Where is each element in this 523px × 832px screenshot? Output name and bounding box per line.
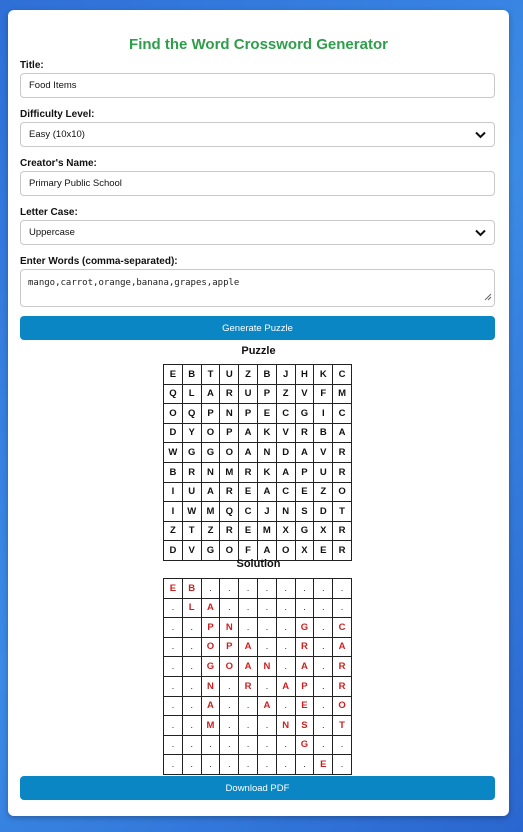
puzzle-cell: R (333, 541, 352, 561)
solution-cell: R (295, 637, 314, 657)
puzzle-cell: K (257, 423, 276, 443)
letter-case-select[interactable] (20, 220, 495, 245)
solution-cell: . (164, 598, 183, 618)
solution-cell: . (220, 735, 239, 755)
puzzle-cell: D (164, 541, 183, 561)
solution-cell: . (182, 676, 201, 696)
letter-case-label: Letter Case: (20, 207, 78, 218)
puzzle-cell: Z (164, 521, 183, 541)
solution-cell: . (220, 579, 239, 599)
puzzle-cell: J (257, 502, 276, 522)
puzzle-cell: P (257, 384, 276, 404)
solution-cell: . (276, 598, 295, 618)
solution-cell: . (276, 755, 295, 775)
solution-cell: . (314, 579, 333, 599)
solution-cell: A (257, 696, 276, 716)
puzzle-row (164, 462, 352, 482)
puzzle-cell: Z (314, 482, 333, 502)
puzzle-cell: C (239, 502, 258, 522)
puzzle-cell: L (182, 384, 201, 404)
puzzle-cell: I (164, 502, 183, 522)
solution-cell: . (257, 735, 276, 755)
solution-cell: . (314, 676, 333, 696)
puzzle-cell: I (314, 404, 333, 424)
puzzle-cell: A (295, 443, 314, 463)
puzzle-cell: P (239, 404, 258, 424)
solution-cell: . (201, 735, 220, 755)
solution-cell: . (276, 579, 295, 599)
solution-cell: . (314, 696, 333, 716)
puzzle-cell: E (295, 482, 314, 502)
puzzle-row (164, 502, 352, 522)
solution-cell: . (314, 637, 333, 657)
solution-cell: . (295, 579, 314, 599)
puzzle-cell: Z (276, 384, 295, 404)
puzzle-cell: K (314, 365, 333, 385)
solution-row (164, 755, 352, 775)
solution-cell: . (257, 637, 276, 657)
puzzle-cell: W (182, 502, 201, 522)
solution-cell: . (257, 579, 276, 599)
solution-cell: A (333, 637, 352, 657)
solution-cell: G (201, 657, 220, 677)
solution-cell: . (164, 735, 183, 755)
difficulty-label: Difficulty Level: (20, 109, 95, 120)
solution-cell: . (220, 598, 239, 618)
solution-cell: . (276, 618, 295, 638)
puzzle-cell: N (201, 462, 220, 482)
puzzle-cell: O (164, 404, 183, 424)
puzzle-cell: E (257, 404, 276, 424)
solution-cell: T (333, 716, 352, 736)
puzzle-cell: X (295, 541, 314, 561)
solution-cell: O (220, 657, 239, 677)
puzzle-cell: R (239, 462, 258, 482)
puzzle-cell: G (295, 404, 314, 424)
puzzle-cell: E (239, 521, 258, 541)
solution-cell: S (295, 716, 314, 736)
letter-case-select-value: Uppercase (29, 227, 75, 238)
puzzle-row (164, 521, 352, 541)
puzzle-cell: R (333, 521, 352, 541)
puzzle-cell: A (239, 443, 258, 463)
solution-cell: G (295, 618, 314, 638)
solution-cell: . (239, 598, 258, 618)
solution-cell: A (239, 657, 258, 677)
chevron-down-icon (475, 229, 486, 237)
puzzle-cell: T (182, 521, 201, 541)
solution-row (164, 579, 352, 599)
solution-cell: R (239, 676, 258, 696)
solution-cell: . (220, 676, 239, 696)
puzzle-cell: R (220, 482, 239, 502)
solution-heading: Solution (236, 558, 281, 570)
puzzle-cell: B (257, 365, 276, 385)
solution-cell: C (333, 618, 352, 638)
puzzle-cell: C (333, 404, 352, 424)
puzzle-cell: W (164, 443, 183, 463)
generate-puzzle-button[interactable]: Generate Puzzle (20, 316, 495, 340)
puzzle-cell: N (257, 443, 276, 463)
puzzle-cell: U (220, 365, 239, 385)
puzzle-cell: Y (182, 423, 201, 443)
solution-cell: . (164, 696, 183, 716)
puzzle-cell: R (333, 462, 352, 482)
puzzle-cell: A (276, 462, 295, 482)
solution-cell: . (164, 618, 183, 638)
puzzle-cell: M (220, 462, 239, 482)
solution-cell: . (201, 579, 220, 599)
puzzle-cell: V (182, 541, 201, 561)
puzzle-cell: Q (220, 502, 239, 522)
solution-cell: . (182, 755, 201, 775)
solution-cell: A (201, 598, 220, 618)
solution-row (164, 618, 352, 638)
puzzle-cell: M (257, 521, 276, 541)
puzzle-cell: O (220, 541, 239, 561)
solution-cell: A (276, 676, 295, 696)
solution-cell: E (164, 579, 183, 599)
puzzle-cell: M (333, 384, 352, 404)
puzzle-cell: G (201, 541, 220, 561)
solution-cell: . (295, 755, 314, 775)
solution-grid (163, 578, 352, 775)
solution-cell: . (182, 657, 201, 677)
creator-input[interactable] (20, 171, 495, 196)
words-textarea[interactable] (20, 269, 495, 307)
solution-row (164, 637, 352, 657)
solution-cell: . (220, 755, 239, 775)
solution-cell: . (239, 696, 258, 716)
solution-cell: . (314, 657, 333, 677)
puzzle-cell: X (276, 521, 295, 541)
puzzle-cell: V (276, 423, 295, 443)
solution-cell: . (257, 598, 276, 618)
puzzle-cell: B (314, 423, 333, 443)
puzzle-cell: S (295, 502, 314, 522)
solution-cell: . (333, 598, 352, 618)
puzzle-row (164, 482, 352, 502)
solution-cell: L (182, 598, 201, 618)
solution-cell: O (333, 696, 352, 716)
puzzle-cell: Z (201, 521, 220, 541)
puzzle-cell: M (201, 502, 220, 522)
solution-cell: N (276, 716, 295, 736)
solution-cell: P (295, 676, 314, 696)
puzzle-cell: R (182, 462, 201, 482)
puzzle-cell: U (239, 384, 258, 404)
puzzle-cell: Z (239, 365, 258, 385)
solution-cell: . (220, 696, 239, 716)
puzzle-cell: G (201, 443, 220, 463)
puzzle-row (164, 384, 352, 404)
puzzle-cell: A (257, 482, 276, 502)
puzzle-cell: O (276, 541, 295, 561)
solution-cell: . (276, 657, 295, 677)
solution-cell: A (295, 657, 314, 677)
solution-row (164, 696, 352, 716)
puzzle-cell: P (295, 462, 314, 482)
solution-cell: E (314, 755, 333, 775)
difficulty-select-value: Easy (10x10) (29, 129, 85, 140)
puzzle-cell: Q (164, 384, 183, 404)
solution-cell: . (333, 735, 352, 755)
solution-cell: . (239, 755, 258, 775)
puzzle-cell: C (333, 365, 352, 385)
solution-row (164, 657, 352, 677)
puzzle-cell: T (201, 365, 220, 385)
solution-cell: N (220, 618, 239, 638)
solution-cell: . (257, 618, 276, 638)
solution-cell: . (220, 716, 239, 736)
puzzle-cell: E (164, 365, 183, 385)
puzzle-cell: E (314, 541, 333, 561)
solution-cell: . (164, 657, 183, 677)
solution-cell: . (333, 579, 352, 599)
puzzle-cell: J (276, 365, 295, 385)
chevron-down-icon (475, 131, 486, 139)
download-pdf-button[interactable]: Download PDF (20, 776, 495, 800)
puzzle-cell: O (333, 482, 352, 502)
solution-cell: B (182, 579, 201, 599)
puzzle-cell: N (220, 404, 239, 424)
solution-cell: . (276, 735, 295, 755)
title-input[interactable] (20, 73, 495, 98)
puzzle-cell: K (257, 462, 276, 482)
solution-cell: . (182, 696, 201, 716)
title-input-value: Food Items (29, 80, 77, 91)
puzzle-cell: A (201, 384, 220, 404)
solution-cell: . (182, 618, 201, 638)
puzzle-cell: B (164, 462, 183, 482)
words-label: Enter Words (comma-separated): (20, 256, 178, 267)
solution-cell: . (182, 735, 201, 755)
puzzle-cell: Q (182, 404, 201, 424)
puzzle-row (164, 443, 352, 463)
puzzle-row (164, 365, 352, 385)
puzzle-cell: D (164, 423, 183, 443)
solution-cell: G (295, 735, 314, 755)
puzzle-row (164, 423, 352, 443)
puzzle-cell: V (295, 384, 314, 404)
solution-cell: . (257, 716, 276, 736)
solution-cell: R (333, 676, 352, 696)
solution-row (164, 598, 352, 618)
puzzle-cell: R (220, 384, 239, 404)
puzzle-cell: X (314, 521, 333, 541)
solution-cell: . (239, 618, 258, 638)
page-title: Find the Word Crossword Generator (129, 36, 388, 53)
puzzle-cell: U (182, 482, 201, 502)
puzzle-cell: D (314, 502, 333, 522)
resize-handle-icon[interactable] (484, 293, 492, 304)
solution-cell: . (182, 716, 201, 736)
solution-cell: N (257, 657, 276, 677)
puzzle-cell: N (276, 502, 295, 522)
solution-cell: . (239, 716, 258, 736)
solution-cell: . (276, 637, 295, 657)
difficulty-select[interactable] (20, 122, 495, 147)
solution-cell: . (164, 637, 183, 657)
puzzle-cell: D (276, 443, 295, 463)
puzzle-cell: A (239, 423, 258, 443)
puzzle-cell: B (182, 365, 201, 385)
puzzle-cell: O (220, 443, 239, 463)
puzzle-heading: Puzzle (241, 345, 276, 357)
solution-cell: O (201, 637, 220, 657)
creator-input-value: Primary Public School (29, 178, 122, 189)
solution-cell: . (201, 755, 220, 775)
solution-cell: . (314, 716, 333, 736)
puzzle-cell: R (295, 423, 314, 443)
puzzle-cell: C (276, 404, 295, 424)
puzzle-cell: A (333, 423, 352, 443)
puzzle-cell: R (333, 443, 352, 463)
solution-cell: . (257, 676, 276, 696)
solution-cell: . (276, 696, 295, 716)
puzzle-cell: U (314, 462, 333, 482)
puzzle-cell: A (201, 482, 220, 502)
puzzle-cell: I (164, 482, 183, 502)
solution-cell: R (333, 657, 352, 677)
puzzle-cell: E (239, 482, 258, 502)
solution-row (164, 716, 352, 736)
solution-cell: . (333, 755, 352, 775)
solution-cell: . (314, 598, 333, 618)
puzzle-cell: F (239, 541, 258, 561)
words-textarea-value: mango,carrot,orange,banana,grapes,apple (28, 278, 240, 288)
creator-label: Creator's Name: (20, 158, 97, 169)
puzzle-cell: T (333, 502, 352, 522)
solution-cell: . (295, 598, 314, 618)
solution-cell: A (201, 696, 220, 716)
puzzle-cell: P (201, 404, 220, 424)
solution-cell: . (239, 579, 258, 599)
puzzle-cell: H (295, 365, 314, 385)
puzzle-cell: A (257, 541, 276, 561)
solution-cell: . (164, 716, 183, 736)
solution-cell: . (164, 755, 183, 775)
solution-cell: . (239, 735, 258, 755)
puzzle-cell: C (276, 482, 295, 502)
solution-row (164, 735, 352, 755)
puzzle-cell: O (201, 423, 220, 443)
solution-cell: . (182, 637, 201, 657)
puzzle-cell: R (220, 521, 239, 541)
solution-cell: M (201, 716, 220, 736)
solution-row (164, 676, 352, 696)
solution-cell: A (239, 637, 258, 657)
solution-cell: P (220, 637, 239, 657)
puzzle-cell: P (220, 423, 239, 443)
puzzle-cell: F (314, 384, 333, 404)
solution-cell: P (201, 618, 220, 638)
puzzle-cell: G (295, 521, 314, 541)
solution-cell: E (295, 696, 314, 716)
puzzle-cell: G (182, 443, 201, 463)
puzzle-cell: V (314, 443, 333, 463)
title-label: Title: (20, 60, 44, 71)
solution-cell: . (164, 676, 183, 696)
puzzle-grid (163, 364, 352, 561)
solution-cell: . (257, 755, 276, 775)
solution-cell: . (314, 735, 333, 755)
puzzle-row (164, 404, 352, 424)
solution-cell: N (201, 676, 220, 696)
generator-card (8, 10, 509, 816)
solution-cell: . (314, 618, 333, 638)
